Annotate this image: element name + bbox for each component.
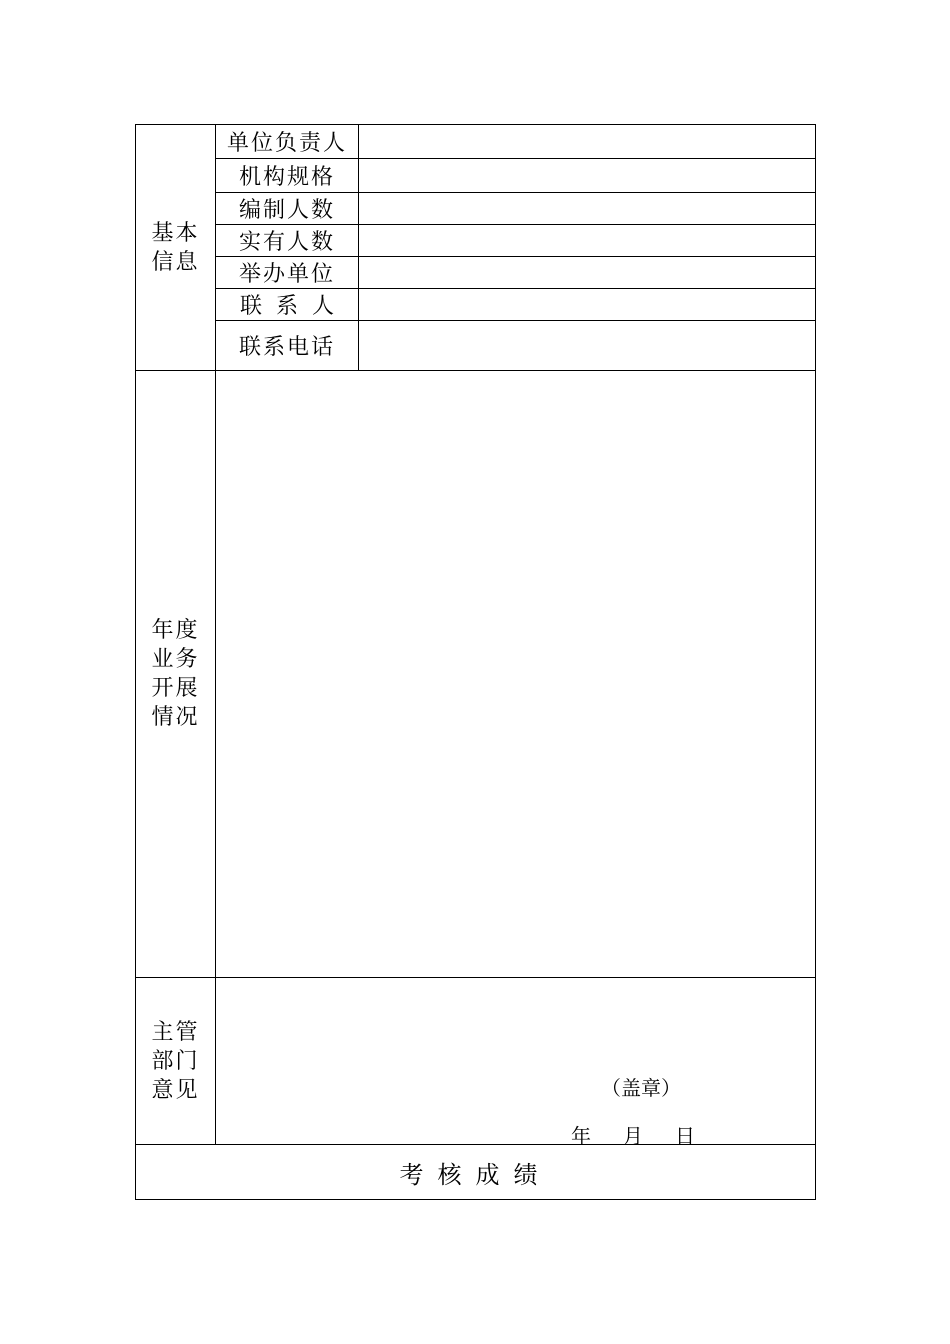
opinion-title-line1: 主管 xyxy=(151,1019,200,1045)
actual-staff-label: 实有人数 xyxy=(216,225,359,257)
unit-leader-label: 单位负责人 xyxy=(216,125,359,159)
opinion-title-line2: 部门 xyxy=(151,1048,200,1074)
opinion-section-label xyxy=(136,978,216,1145)
date-line xyxy=(571,1120,695,1149)
staff-quota-label: 编制人数 xyxy=(216,193,359,225)
row-business xyxy=(136,371,816,978)
basic-info-section-label xyxy=(136,125,216,371)
business-title-line1: 年度 xyxy=(151,618,200,643)
row-org-level xyxy=(136,159,816,193)
contact-phone-field[interactable] xyxy=(359,321,816,371)
org-level-field[interactable] xyxy=(359,159,816,193)
row-staff-quota xyxy=(136,193,816,225)
sponsor-unit-label: 举办单位 xyxy=(216,257,359,289)
basic-info-title-line2: 信息 xyxy=(151,249,200,275)
row-actual-staff xyxy=(136,225,816,257)
contact-person-field[interactable] xyxy=(359,289,816,321)
score-label: 考核成绩 xyxy=(136,1145,816,1200)
unit-leader-field[interactable] xyxy=(359,125,816,159)
business-title-line4: 情况 xyxy=(151,705,200,730)
contact-phone-label: 联系电话 xyxy=(216,321,359,371)
basic-info-title-line1: 基本 xyxy=(151,220,200,246)
org-level-label: 机构规格 xyxy=(216,159,359,193)
annual-report-form xyxy=(135,124,816,1200)
business-content-field[interactable] xyxy=(216,371,816,978)
day-label: 日 xyxy=(675,1124,695,1148)
row-contact-phone xyxy=(136,321,816,371)
row-sponsor-unit xyxy=(136,257,816,289)
staff-quota-field[interactable] xyxy=(359,193,816,225)
contact-person-label: 联系人 xyxy=(216,289,359,321)
business-title-line2: 业务 xyxy=(151,647,200,672)
row-contact-person xyxy=(136,289,816,321)
month-label: 月 xyxy=(623,1124,643,1148)
year-label: 年 xyxy=(571,1124,591,1148)
row-opinion xyxy=(136,978,816,1145)
row-unit-leader xyxy=(136,125,816,159)
opinion-content-field[interactable] xyxy=(216,978,816,1148)
row-score xyxy=(136,1145,816,1200)
opinion-title-line3: 意见 xyxy=(151,1077,200,1103)
business-title-line3: 开展 xyxy=(151,676,200,701)
seal-text: （盖章） xyxy=(601,1076,681,1100)
sponsor-unit-field[interactable] xyxy=(359,257,816,289)
business-section-label xyxy=(136,371,216,978)
actual-staff-field[interactable] xyxy=(359,225,816,257)
